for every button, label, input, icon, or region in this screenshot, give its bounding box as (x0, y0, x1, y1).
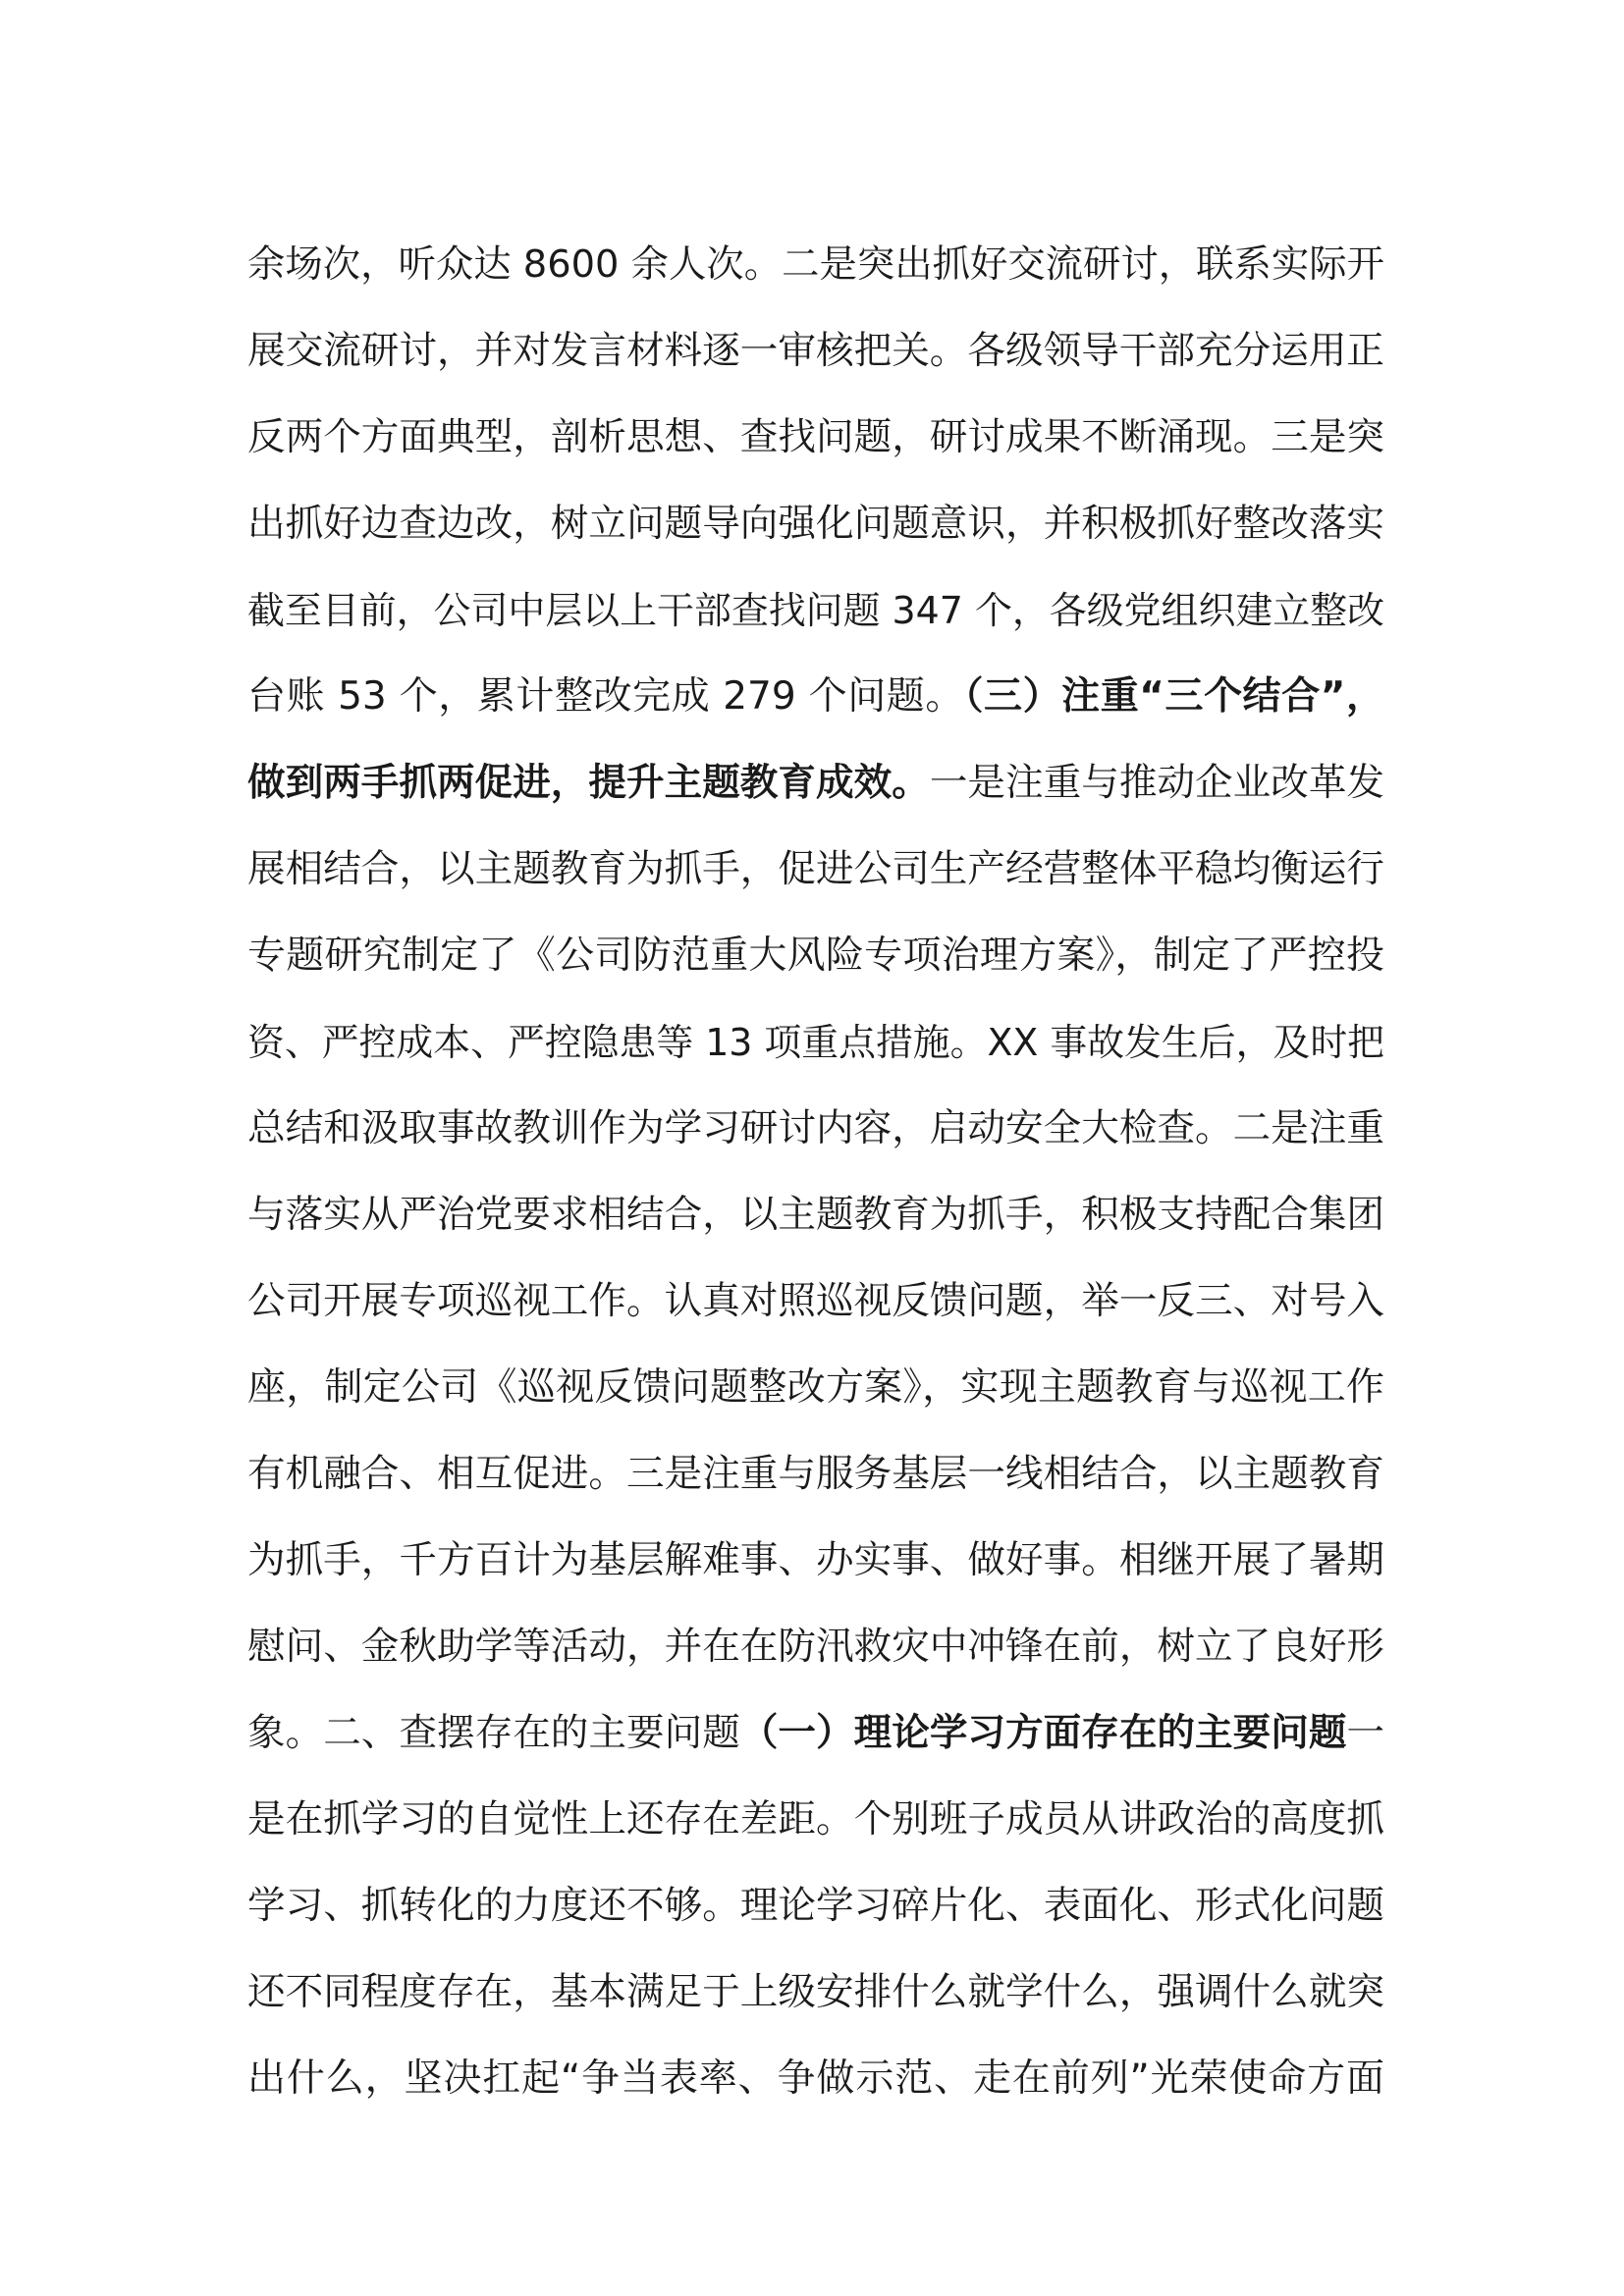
body-text-run: 台账 53 个，累计整改完成 279 个问题。 (247, 674, 964, 719)
text-line (247, 1863, 1384, 1949)
body-text-run: 一 (1346, 1711, 1385, 1755)
body-text-run: 反两个方面典型，剖析思想、查找问题，研讨成果不断涌现。三是突 (247, 415, 1384, 459)
text-line (247, 1604, 1384, 1690)
text-line (247, 740, 1384, 827)
body-text (247, 222, 1384, 2122)
body-text-run: 资、严控成本、严控隐患等 13 项重点措施。XX 事故发生后，及时把 (247, 1021, 1384, 1064)
body-text-run: 一是注重与推动企业改革发 (929, 761, 1384, 805)
body-text-run: 学习、抓转化的力度还不够。理论学习碎片化、表面化、形式化问题 (247, 1884, 1384, 1928)
body-text-run: 截至目前，公司中层以上干部查找问题 347 个，各级党组织建立整改 (247, 589, 1384, 632)
text-line (247, 481, 1384, 567)
bold-heading-text: （三）注重“三个结合”， (963, 674, 1385, 719)
text-line (247, 1949, 1384, 2036)
text-line (247, 1777, 1384, 1863)
bold-heading-text: 做到两手抓两促进，提升主题教育成效。 (247, 761, 930, 805)
text-line (247, 2036, 1384, 2122)
body-text-run: 座，制定公司《巡视反馈问题整改方案》，实现主题教育与巡视工作 (247, 1365, 1384, 1410)
body-text-run: 慰问、金秋助学等活动，并在在防汛救灾中冲锋在前，树立了良好形 (247, 1625, 1384, 1669)
text-line (247, 1690, 1384, 1777)
text-line (247, 222, 1384, 308)
text-line (247, 395, 1384, 481)
body-text-run: 出抓好边查边改，树立问题导向强化问题意识，并积极抓好整改落实 (247, 502, 1384, 546)
body-text-run: 有机融合、相互促进。三是注重与服务基层一线相结合，以主题教育 (247, 1452, 1384, 1496)
text-line (247, 1431, 1384, 1518)
body-text-run: 展相结合，以主题教育为抓手，促进公司生产经营整体平稳均衡运行 (247, 847, 1384, 891)
body-text-run: 还不同程度存在，基本满足于上级安排什么就学什么，强调什么就突 (247, 1970, 1384, 2014)
text-line (247, 1172, 1384, 1258)
body-text-run: 展交流研讨，并对发言材料逐一审核把关。各级领导干部充分运用正 (247, 329, 1384, 373)
body-text-run: 为抓手，千方百计为基层解难事、办实事、做好事。相继开展了暑期 (247, 1538, 1384, 1582)
body-text-run: 与落实从严治党要求相结合，以主题教育为抓手，积极支持配合集团 (247, 1193, 1384, 1237)
body-text-run: 总结和汲取事故教训作为学习研讨内容，启动安全大检查。二是注重 (247, 1106, 1384, 1150)
text-line (247, 1258, 1384, 1345)
body-text-run: 象。二、查摆存在的主要问题 (247, 1711, 740, 1755)
bold-heading-text: （一）理论学习方面存在的主要问题 (739, 1711, 1347, 1755)
text-line (247, 1518, 1384, 1604)
text-line (247, 913, 1384, 999)
text-line (247, 999, 1384, 1086)
body-text-run: 余场次，听众达 8600 余人次。二是突出抓好交流研讨，联系实际开 (247, 242, 1384, 287)
text-line (247, 1345, 1384, 1431)
text-line (247, 827, 1384, 913)
body-text-run: 专题研究制定了《公司防范重大风险专项治理方案》，制定了严控投 (247, 934, 1384, 978)
body-text-run: 出什么，坚决扛起“争当表率、争做示范、走在前列”光荣使命方面 (247, 2056, 1384, 2101)
body-text-run: 是在抓学习的自觉性上还存在差距。个别班子成员从讲政治的高度抓 (247, 1797, 1384, 1842)
body-text-run: 公司开展专项巡视工作。认真对照巡视反馈问题，举一反三、对号入 (247, 1279, 1384, 1323)
text-line (247, 567, 1384, 654)
text-line (247, 308, 1384, 395)
text-line (247, 654, 1384, 740)
text-line (247, 1086, 1384, 1172)
